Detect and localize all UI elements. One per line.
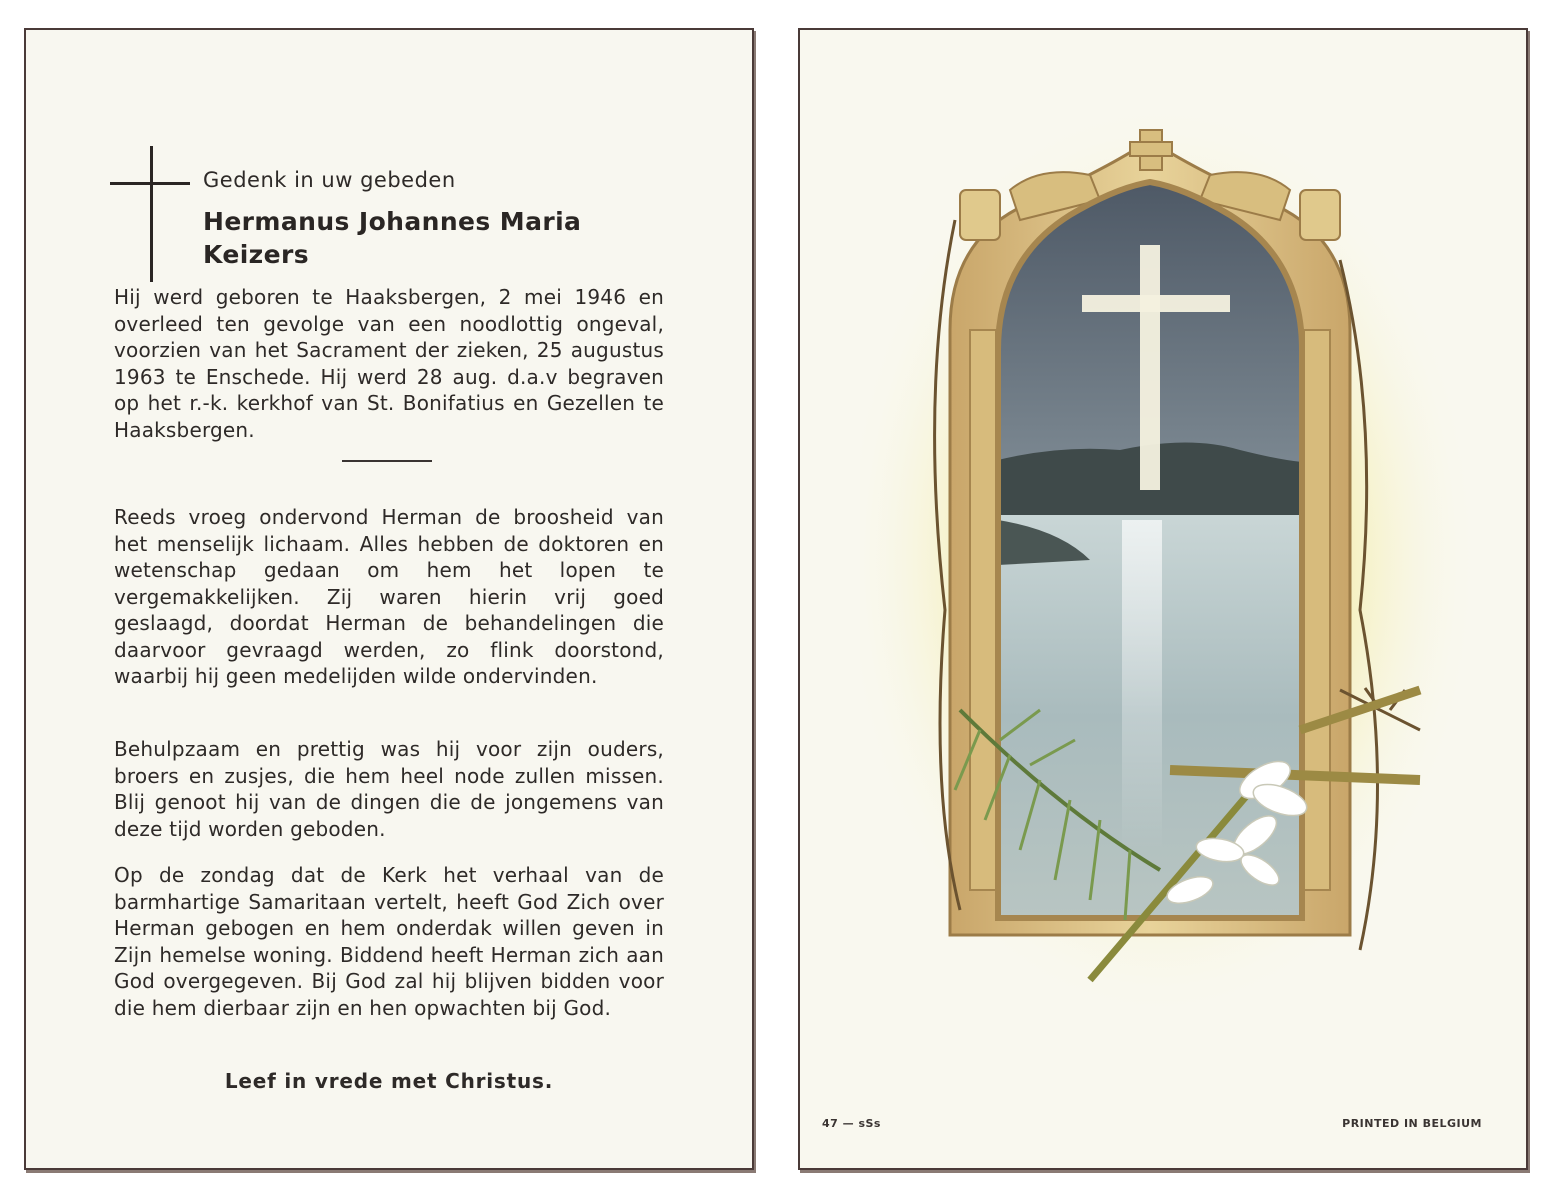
memorial-card-picture-side xyxy=(798,28,1528,1170)
intro-line: Gedenk in uw gebeden xyxy=(203,168,456,192)
life-summary: Hij werd geboren te Haaksbergen, 2 mei 1946 en overleed ten gevolge van een noodlottig ongeval, voorzien van het Sacrament der zieken, 25 augustus 1963 te Enschede. Hij werd 28 aug. d.a.v begraven op het r.-k. kerkhof van St. Bonifatius en Gezellen te Haaksbergen. xyxy=(114,285,664,442)
paragraph-health: Reeds vroeg ondervond Herman de broosheid van het menselijk lichaam. Alles hebben de doktoren en wetenschap gedaan om hem het lopen te vergemakkelijken. Zij waren hierin vrij goed geslaagd, doordat Herman de behandelingen die daarvoor gevraagd werden, zo flink doorstond, waarbij hij geen medelijden wilde ondervinden. xyxy=(114,505,664,688)
paragraph-family: Behulpzaam en prettig was hij voor zijn ouders, broers en zusjes, die hem heel node zullen missen. Blij genoot hij van de dingen die de jongemens van deze tijd worden geboden. xyxy=(114,737,664,841)
memorial-card-text-side xyxy=(24,28,754,1170)
printed-in-label: PRINTED IN BELGIUM xyxy=(1342,1117,1482,1130)
name-line-2: Keizers xyxy=(203,240,309,269)
closing-line: Leef in vrede met Christus. xyxy=(224,1069,554,1093)
paragraph-faith: Op de zondag dat de Kerk het verhaal van de barmhartige Samaritaan vertelt, heeft God Zich over Herman gebogen en hem onderdak willen geven in Zijn hemelse woning. Biddend heeft Herman zich aan God overgegeven. Bij God zal hij blijven bidden voor die hem dierbaar zijn en hen opwachten bij God. xyxy=(114,863,664,1020)
divider xyxy=(342,460,432,462)
print-code: 47 — sSs xyxy=(822,1117,881,1130)
cross-icon xyxy=(150,146,153,282)
devotional-illustration xyxy=(860,90,1520,1090)
cross-icon-bar xyxy=(110,182,190,185)
deceased-name xyxy=(203,205,581,271)
name-line-1: Hermanus Johannes Maria xyxy=(203,207,582,236)
